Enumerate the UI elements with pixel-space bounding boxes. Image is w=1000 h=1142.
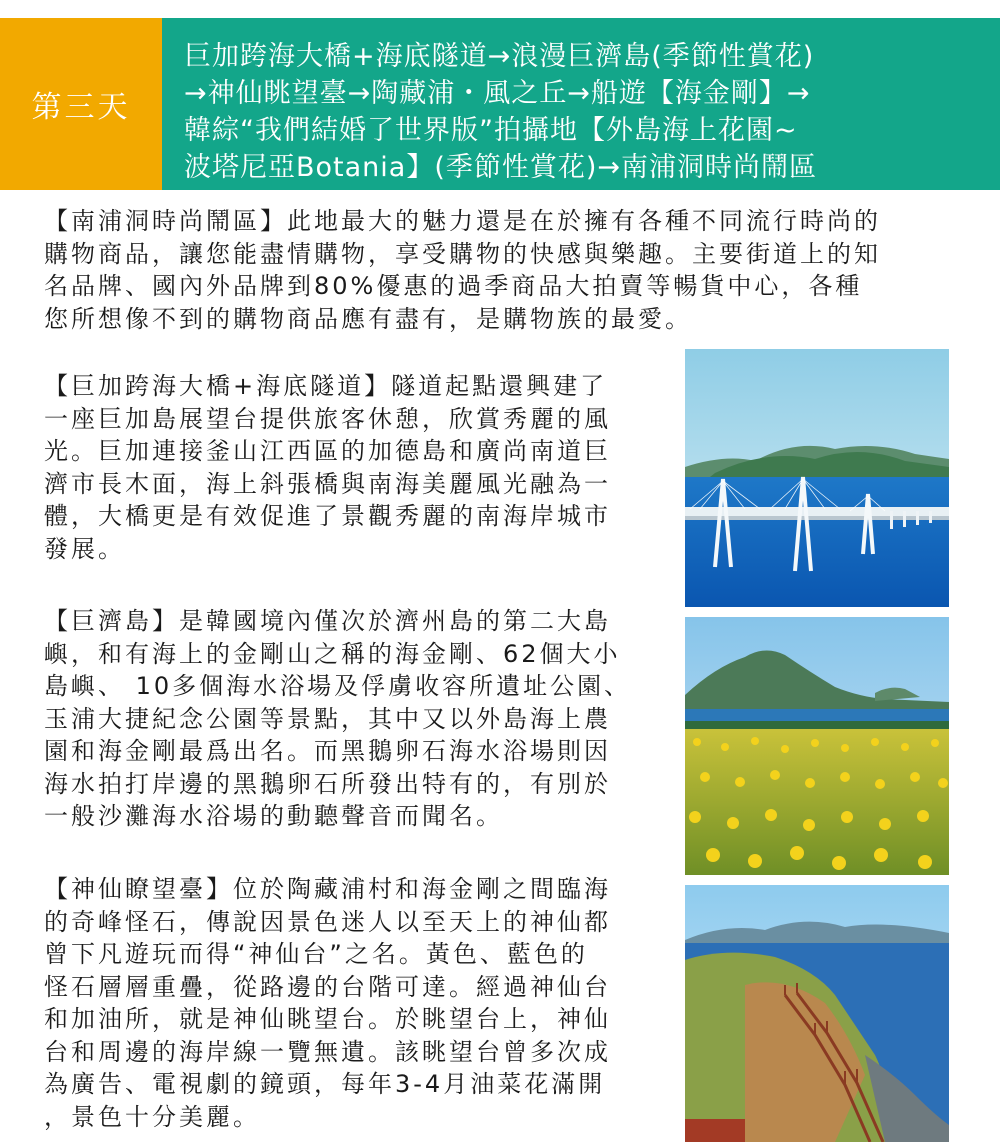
text-line: 島嶼、 10多個海水浴場及俘虜收容所遺址公園、 (44, 672, 632, 700)
text-line: 的奇峰怪石，傳說因景色迷人以至天上的神仙都 (44, 907, 611, 936)
text-line: 怪石層層重疊，從路邊的台階可達。經過神仙台 (44, 972, 611, 1001)
text-line: 園和海金剛最爲出名。而黑鵝卵石海水浴場則因 (44, 737, 611, 765)
text-line: 您所想像不到的購物商品應有盡有，是購物族的最愛。 (44, 304, 692, 333)
text-line: 光。巨加連接釜山江西區的加德島和廣尚南道巨 (44, 437, 611, 465)
text-line: 為廣告、電視劇的鏡頭，每年3-4月油菜花滿開 (44, 1070, 606, 1098)
geoje-island-description (44, 605, 631, 833)
text-line: 濟市長木面，海上斜張橋與南海美麗風光融為一 (44, 469, 611, 498)
itinerary-header (0, 18, 1000, 190)
flower-field-photo (685, 617, 949, 875)
text-line: 曾下凡遊玩而得“神仙台”之名。黃色、藍色的 (44, 940, 588, 968)
coastal-walkway-photo (685, 885, 949, 1142)
text-line: 發展。 (44, 534, 125, 563)
text-line: 體，大橋更是有效促進了景觀秀麗的南海岸城市 (44, 502, 611, 530)
day-label: 第三天 (0, 18, 162, 190)
text-line: 【巨加跨海大橋+海底隧道】隧道起點還興建了 (44, 372, 608, 400)
flower-field-drawing (685, 617, 949, 875)
text-line: 玉浦大捷紀念公園等景點，其中又以外島海上農 (44, 704, 611, 733)
bridge-photo (685, 349, 949, 607)
route-line: 韓綜“我們結婚了世界版”拍攝地【外島海上花園~ (184, 115, 798, 146)
route-title (162, 18, 1000, 190)
text-line: 和加油所，就是神仙眺望台。於眺望台上，神仙 (44, 1005, 611, 1033)
text-line: 【南浦洞時尚鬧區】此地最大的魅力還是在於擁有各種不同流行時尚的 (44, 207, 881, 235)
coastal-walkway-drawing (685, 885, 949, 1142)
route-line: →神仙眺望臺→陶藏浦・風之丘→船遊【海金剛】→ (184, 78, 811, 109)
geoga-bridge-description (44, 370, 611, 565)
text-line: 一般沙灘海水浴場的動聽聲音而聞名。 (44, 802, 503, 830)
text-line: 【巨濟島】是韓國境內僅次於濟州島的第二大島 (44, 607, 611, 635)
text-line: 台和周邊的海岸線一覽無遺。該眺望台曾多次成 (44, 1037, 611, 1066)
text-line: 海水拍打岸邊的黑鵝卵石所發出特有的，有別於 (44, 769, 611, 798)
text-line: 【神仙瞭望臺】位於陶藏浦村和海金剛之間臨海 (44, 875, 611, 903)
bridge-photo-drawing (685, 349, 949, 607)
text-line: 一座巨加島展望台提供旅客休憩，欣賞秀麗的風 (44, 404, 611, 433)
route-line: 波塔尼亞Botania】(季節性賞花)→南浦洞時尚鬧區 (184, 152, 818, 183)
text-line: 嶼，和有海上的金剛山之稱的海金剛、62個大小 (44, 639, 621, 668)
text-line: 購物商品，讓您能盡情購物，享受購物的快感與樂趣。主要街道上的知 (44, 239, 881, 268)
route-line: 巨加跨海大橋+海底隧道→浪漫巨濟島(季節性賞花) (184, 41, 815, 72)
sinseon-lookout-description (44, 873, 611, 1133)
text-line: ，景色十分美麗。 (44, 1102, 260, 1131)
nampo-description (44, 205, 881, 335)
text-line: 名品牌、國內外品牌到80%優惠的過季商品大拍賣等暢貨中心，各種 (44, 272, 863, 300)
